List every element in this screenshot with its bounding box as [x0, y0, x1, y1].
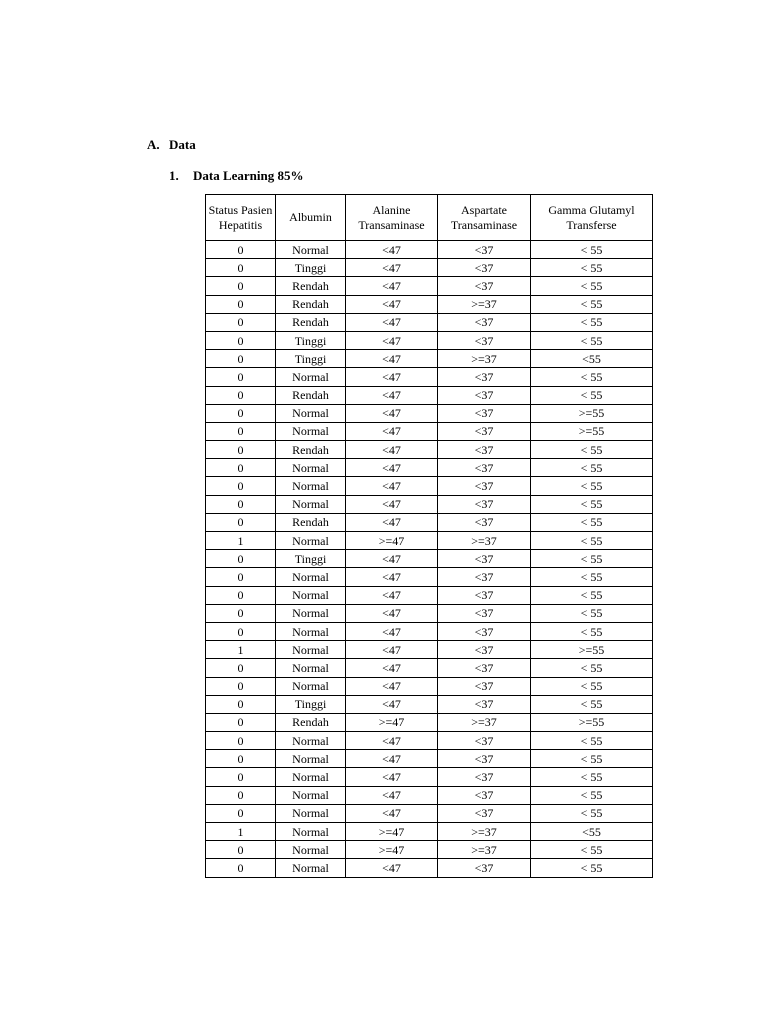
cell-albumin: Normal: [276, 495, 346, 513]
header-alanine-transaminase: Alanine Transaminase: [346, 195, 438, 241]
table-row: [206, 622, 653, 640]
cell-gamma-glutamyl: < 55: [531, 368, 653, 386]
table-body: [206, 241, 653, 878]
cell-alanine: <47: [346, 604, 438, 622]
cell-alanine: >=47: [346, 532, 438, 550]
cell-gamma-glutamyl: < 55: [531, 732, 653, 750]
cell-albumin: Normal: [276, 422, 346, 440]
table-row: [206, 604, 653, 622]
cell-aspartate: <37: [438, 404, 531, 422]
table-row: [206, 695, 653, 713]
cell-aspartate: <37: [438, 768, 531, 786]
table-row: [206, 331, 653, 349]
table-row: [206, 368, 653, 386]
cell-gamma-glutamyl: < 55: [531, 677, 653, 695]
cell-gamma-glutamyl: < 55: [531, 495, 653, 513]
cell-gamma-glutamyl: >=55: [531, 713, 653, 731]
cell-albumin: Tinggi: [276, 331, 346, 349]
cell-gamma-glutamyl: < 55: [531, 695, 653, 713]
cell-aspartate: <37: [438, 495, 531, 513]
table-row: [206, 641, 653, 659]
cell-alanine: <47: [346, 331, 438, 349]
cell-gamma-glutamyl: < 55: [531, 568, 653, 586]
header-status-pasien-hepatitis: Status Pasien Hepatitis: [206, 195, 276, 241]
table-row: [206, 241, 653, 259]
cell-status: 0: [206, 750, 276, 768]
cell-gamma-glutamyl: < 55: [531, 768, 653, 786]
cell-gamma-glutamyl: < 55: [531, 841, 653, 859]
cell-status: 0: [206, 295, 276, 313]
cell-aspartate: <37: [438, 659, 531, 677]
cell-aspartate: <37: [438, 677, 531, 695]
cell-aspartate: <37: [438, 313, 531, 331]
cell-gamma-glutamyl: >=55: [531, 641, 653, 659]
table-row: [206, 350, 653, 368]
cell-alanine: <47: [346, 477, 438, 495]
cell-albumin: Normal: [276, 586, 346, 604]
cell-status: 1: [206, 823, 276, 841]
cell-status: 0: [206, 422, 276, 440]
cell-alanine: <47: [346, 804, 438, 822]
cell-status: 0: [206, 713, 276, 731]
cell-albumin: Normal: [276, 368, 346, 386]
cell-status: 0: [206, 459, 276, 477]
table-row: [206, 841, 653, 859]
cell-alanine: <47: [346, 241, 438, 259]
cell-albumin: Normal: [276, 750, 346, 768]
cell-aspartate: >=37: [438, 823, 531, 841]
cell-alanine: <47: [346, 295, 438, 313]
cell-status: 0: [206, 495, 276, 513]
cell-status: 0: [206, 786, 276, 804]
cell-gamma-glutamyl: < 55: [531, 241, 653, 259]
cell-gamma-glutamyl: >=55: [531, 422, 653, 440]
cell-alanine: <47: [346, 677, 438, 695]
cell-alanine: <47: [346, 277, 438, 295]
cell-albumin: Normal: [276, 786, 346, 804]
cell-gamma-glutamyl: < 55: [531, 586, 653, 604]
cell-alanine: <47: [346, 859, 438, 877]
cell-alanine: <47: [346, 659, 438, 677]
cell-albumin: Rendah: [276, 277, 346, 295]
cell-aspartate: <37: [438, 568, 531, 586]
table-header-row: [206, 195, 653, 241]
cell-albumin: Normal: [276, 768, 346, 786]
table-row: [206, 677, 653, 695]
cell-status: 0: [206, 368, 276, 386]
cell-alanine: <47: [346, 622, 438, 640]
cell-alanine: <47: [346, 568, 438, 586]
cell-gamma-glutamyl: >=55: [531, 404, 653, 422]
header-gamma-glutamyl-transferse: Gamma Glutamyl Transferse: [531, 195, 653, 241]
cell-alanine: <47: [346, 350, 438, 368]
cell-albumin: Normal: [276, 568, 346, 586]
cell-aspartate: <37: [438, 459, 531, 477]
cell-aspartate: >=37: [438, 350, 531, 368]
table-row: [206, 259, 653, 277]
cell-aspartate: <37: [438, 422, 531, 440]
cell-albumin: Tinggi: [276, 350, 346, 368]
table-row: [206, 477, 653, 495]
cell-gamma-glutamyl: < 55: [531, 750, 653, 768]
subsection-title: Data Learning 85%: [193, 168, 304, 183]
cell-aspartate: >=37: [438, 532, 531, 550]
table-row: [206, 404, 653, 422]
cell-albumin: Normal: [276, 732, 346, 750]
cell-albumin: Normal: [276, 859, 346, 877]
cell-status: 0: [206, 550, 276, 568]
cell-alanine: <47: [346, 422, 438, 440]
cell-albumin: Rendah: [276, 713, 346, 731]
cell-albumin: Rendah: [276, 513, 346, 531]
cell-gamma-glutamyl: < 55: [531, 532, 653, 550]
cell-status: 0: [206, 404, 276, 422]
cell-albumin: Normal: [276, 477, 346, 495]
cell-alanine: <47: [346, 550, 438, 568]
cell-aspartate: <37: [438, 550, 531, 568]
cell-alanine: <47: [346, 786, 438, 804]
cell-alanine: <47: [346, 641, 438, 659]
cell-alanine: >=47: [346, 823, 438, 841]
cell-status: 0: [206, 804, 276, 822]
cell-status: 0: [206, 568, 276, 586]
cell-gamma-glutamyl: < 55: [531, 441, 653, 459]
header-albumin: Albumin: [276, 195, 346, 241]
table-row: [206, 713, 653, 731]
cell-albumin: Normal: [276, 459, 346, 477]
table-row: [206, 750, 653, 768]
cell-status: 1: [206, 532, 276, 550]
table-row: [206, 804, 653, 822]
cell-albumin: Tinggi: [276, 259, 346, 277]
cell-alanine: <47: [346, 313, 438, 331]
table-row: [206, 277, 653, 295]
cell-gamma-glutamyl: < 55: [531, 550, 653, 568]
cell-gamma-glutamyl: <55: [531, 350, 653, 368]
cell-gamma-glutamyl: < 55: [531, 477, 653, 495]
table-row: [206, 386, 653, 404]
cell-albumin: Normal: [276, 677, 346, 695]
cell-alanine: >=47: [346, 713, 438, 731]
table-row: [206, 732, 653, 750]
cell-aspartate: <37: [438, 259, 531, 277]
cell-gamma-glutamyl: < 55: [531, 786, 653, 804]
cell-aspartate: <37: [438, 604, 531, 622]
table-row: [206, 459, 653, 477]
cell-gamma-glutamyl: < 55: [531, 313, 653, 331]
cell-alanine: >=47: [346, 841, 438, 859]
cell-gamma-glutamyl: < 55: [531, 459, 653, 477]
section-marker: A.: [147, 137, 160, 152]
cell-aspartate: <37: [438, 386, 531, 404]
section-heading: [147, 137, 196, 153]
cell-albumin: Tinggi: [276, 550, 346, 568]
cell-status: 0: [206, 241, 276, 259]
table-row: [206, 568, 653, 586]
section-title: Data: [169, 137, 196, 152]
cell-alanine: <47: [346, 441, 438, 459]
cell-status: 0: [206, 604, 276, 622]
cell-albumin: Normal: [276, 604, 346, 622]
table-row: [206, 422, 653, 440]
cell-alanine: <47: [346, 732, 438, 750]
cell-aspartate: <37: [438, 331, 531, 349]
header-aspartate-transaminase: Aspartate Transaminase: [438, 195, 531, 241]
cell-status: 0: [206, 259, 276, 277]
cell-status: 0: [206, 331, 276, 349]
cell-albumin: Normal: [276, 841, 346, 859]
cell-albumin: Normal: [276, 404, 346, 422]
cell-gamma-glutamyl: < 55: [531, 659, 653, 677]
cell-alanine: <47: [346, 513, 438, 531]
cell-albumin: Rendah: [276, 441, 346, 459]
cell-gamma-glutamyl: < 55: [531, 622, 653, 640]
cell-gamma-glutamyl: < 55: [531, 604, 653, 622]
cell-aspartate: <37: [438, 750, 531, 768]
table-row: [206, 768, 653, 786]
cell-aspartate: <37: [438, 641, 531, 659]
cell-aspartate: <37: [438, 441, 531, 459]
cell-aspartate: <37: [438, 277, 531, 295]
cell-alanine: <47: [346, 750, 438, 768]
cell-status: 0: [206, 768, 276, 786]
cell-status: 0: [206, 659, 276, 677]
cell-albumin: Normal: [276, 823, 346, 841]
table-row: [206, 659, 653, 677]
cell-alanine: <47: [346, 459, 438, 477]
cell-alanine: <47: [346, 259, 438, 277]
cell-alanine: <47: [346, 768, 438, 786]
table-row: [206, 495, 653, 513]
cell-aspartate: <37: [438, 859, 531, 877]
cell-status: 0: [206, 350, 276, 368]
cell-status: 0: [206, 859, 276, 877]
cell-status: 0: [206, 586, 276, 604]
cell-gamma-glutamyl: < 55: [531, 386, 653, 404]
cell-aspartate: <37: [438, 695, 531, 713]
cell-albumin: Normal: [276, 241, 346, 259]
cell-gamma-glutamyl: < 55: [531, 859, 653, 877]
table-row: [206, 313, 653, 331]
cell-albumin: Normal: [276, 622, 346, 640]
cell-gamma-glutamyl: < 55: [531, 259, 653, 277]
cell-aspartate: <37: [438, 241, 531, 259]
cell-gamma-glutamyl: < 55: [531, 513, 653, 531]
cell-alanine: <47: [346, 695, 438, 713]
cell-gamma-glutamyl: < 55: [531, 331, 653, 349]
cell-gamma-glutamyl: < 55: [531, 277, 653, 295]
cell-aspartate: <37: [438, 477, 531, 495]
table-row: [206, 513, 653, 531]
table-row: [206, 859, 653, 877]
cell-albumin: Rendah: [276, 386, 346, 404]
cell-aspartate: <37: [438, 786, 531, 804]
cell-albumin: Normal: [276, 532, 346, 550]
cell-status: 0: [206, 732, 276, 750]
subsection-marker: 1.: [169, 168, 179, 183]
cell-status: 0: [206, 677, 276, 695]
cell-aspartate: >=37: [438, 841, 531, 859]
cell-aspartate: <37: [438, 513, 531, 531]
cell-aspartate: >=37: [438, 713, 531, 731]
cell-albumin: Normal: [276, 659, 346, 677]
cell-alanine: <47: [346, 495, 438, 513]
cell-status: 0: [206, 695, 276, 713]
cell-aspartate: <37: [438, 586, 531, 604]
cell-aspartate: <37: [438, 804, 531, 822]
table-row: [206, 295, 653, 313]
cell-status: 0: [206, 513, 276, 531]
table-row: [206, 586, 653, 604]
table-row: [206, 823, 653, 841]
cell-aspartate: >=37: [438, 295, 531, 313]
cell-albumin: Normal: [276, 804, 346, 822]
cell-aspartate: <37: [438, 368, 531, 386]
cell-gamma-glutamyl: < 55: [531, 804, 653, 822]
cell-status: 0: [206, 477, 276, 495]
table-row: [206, 532, 653, 550]
cell-aspartate: <37: [438, 622, 531, 640]
cell-albumin: Rendah: [276, 295, 346, 313]
cell-aspartate: <37: [438, 732, 531, 750]
cell-status: 0: [206, 441, 276, 459]
cell-status: 0: [206, 277, 276, 295]
cell-status: 0: [206, 386, 276, 404]
cell-status: 0: [206, 313, 276, 331]
cell-status: 0: [206, 622, 276, 640]
cell-status: 0: [206, 841, 276, 859]
subsection-heading: [169, 168, 304, 184]
cell-alanine: <47: [346, 386, 438, 404]
cell-albumin: Rendah: [276, 313, 346, 331]
table-row: [206, 786, 653, 804]
cell-gamma-glutamyl: <55: [531, 823, 653, 841]
table-row: [206, 550, 653, 568]
cell-albumin: Normal: [276, 641, 346, 659]
cell-alanine: <47: [346, 404, 438, 422]
cell-alanine: <47: [346, 586, 438, 604]
table-row: [206, 441, 653, 459]
cell-status: 1: [206, 641, 276, 659]
cell-albumin: Tinggi: [276, 695, 346, 713]
data-learning-table: [205, 194, 653, 878]
cell-alanine: <47: [346, 368, 438, 386]
cell-gamma-glutamyl: < 55: [531, 295, 653, 313]
